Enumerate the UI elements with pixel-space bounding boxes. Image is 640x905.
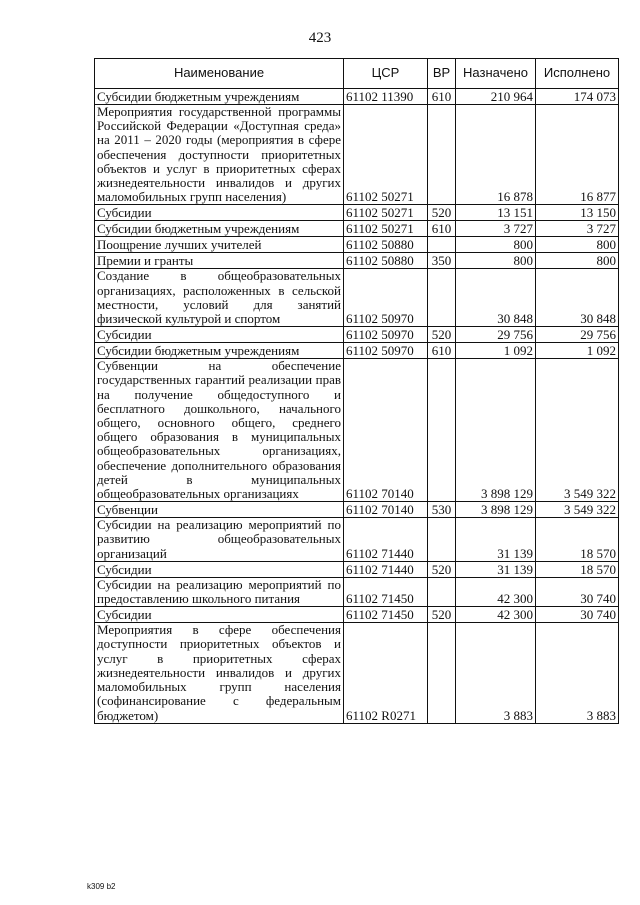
- row-vr: [428, 269, 456, 327]
- row-name: Субсидии бюджетным учреждениям: [95, 89, 344, 105]
- row-csr: 61102 70140: [344, 359, 428, 502]
- row-name: Поощрение лучших учителей: [95, 237, 344, 253]
- row-csr: 61102 50970: [344, 269, 428, 327]
- row-assigned: 800: [456, 237, 536, 253]
- row-vr: [428, 577, 456, 606]
- row-executed: 800: [536, 253, 619, 269]
- table-row: [95, 221, 619, 237]
- row-csr: 61102 71440: [344, 518, 428, 562]
- row-assigned: 29 756: [456, 327, 536, 343]
- header-name: Наименование: [95, 59, 344, 89]
- row-executed: 3 549 322: [536, 502, 619, 518]
- header-csr: ЦСР: [344, 59, 428, 89]
- row-name: Субсидии бюджетным учреждениям: [95, 343, 344, 359]
- row-executed: 30 848: [536, 269, 619, 327]
- row-assigned: 13 151: [456, 205, 536, 221]
- row-assigned: 31 139: [456, 561, 536, 577]
- table-row: [95, 561, 619, 577]
- row-assigned: 31 139: [456, 518, 536, 562]
- row-assigned: 42 300: [456, 607, 536, 623]
- row-name: Субвенции: [95, 502, 344, 518]
- table-row: [95, 343, 619, 359]
- row-executed: 30 740: [536, 577, 619, 606]
- row-name: Субсидии: [95, 327, 344, 343]
- row-name: Субсидии: [95, 205, 344, 221]
- row-name: Субвенции на обеспечение государственных гарантий реализации прав на получение общедоступного и бесплатного дошкольного, начального общего, основного общего, среднего общего образования в муниципальных общеобразовательных организациях, обеспечение дополнительного образования детей в муниципальных общеобразовательных организациях: [95, 359, 344, 502]
- row-assigned: 42 300: [456, 577, 536, 606]
- row-executed: 18 570: [536, 518, 619, 562]
- row-executed: 1 092: [536, 343, 619, 359]
- row-csr: 61102 71450: [344, 577, 428, 606]
- row-name: Субсидии на реализацию мероприятий по развитию общеобразовательных организаций: [95, 518, 344, 562]
- row-assigned: 1 092: [456, 343, 536, 359]
- row-vr: [428, 518, 456, 562]
- row-executed: 3 883: [536, 623, 619, 723]
- row-executed: 3 549 322: [536, 359, 619, 502]
- row-executed: 13 150: [536, 205, 619, 221]
- row-vr: 520: [428, 561, 456, 577]
- row-csr: 61102 50970: [344, 343, 428, 359]
- row-assigned: 3 883: [456, 623, 536, 723]
- row-executed: 29 756: [536, 327, 619, 343]
- table-row: [95, 205, 619, 221]
- row-executed: 16 877: [536, 105, 619, 205]
- table-row: [95, 327, 619, 343]
- row-vr: 530: [428, 502, 456, 518]
- row-name: Создание в общеобразовательных организациях, расположенных в сельской местности, условий для занятий физической культурой и спортом: [95, 269, 344, 327]
- table-row: [95, 359, 619, 502]
- row-assigned: 3 898 129: [456, 502, 536, 518]
- row-vr: 610: [428, 343, 456, 359]
- row-vr: 610: [428, 89, 456, 105]
- header-executed: Исполнено: [536, 59, 619, 89]
- row-csr: 61102 11390: [344, 89, 428, 105]
- page-number: 423: [308, 30, 332, 46]
- row-name: Мероприятия государственной программы Российской Федерации «Доступная среда» на 2011 – 2020 годы (мероприятия в сфере обеспечения доступности приоритетных объектов и услуг в приоритетных сферах жизнедеятельности инвалидов и других маломобильных групп населения): [95, 105, 344, 205]
- table-header-row: [95, 59, 619, 89]
- table-row: [95, 269, 619, 327]
- row-csr: 61102 50271: [344, 221, 428, 237]
- row-csr: 61102 50970: [344, 327, 428, 343]
- header-assigned: Назначено: [456, 59, 536, 89]
- row-vr: 520: [428, 327, 456, 343]
- row-assigned: 30 848: [456, 269, 536, 327]
- row-executed: 18 570: [536, 561, 619, 577]
- row-vr: 350: [428, 253, 456, 269]
- row-assigned: 800: [456, 253, 536, 269]
- row-csr: 61102 50880: [344, 253, 428, 269]
- row-name: Мероприятия в сфере обеспечения доступности приоритетных объектов и услуг в приоритетных сферах жизнедеятельности инвалидов и других маломобильных групп населения (софинансирование с федеральным бюджетом): [95, 623, 344, 723]
- row-vr: [428, 105, 456, 205]
- table-row: [95, 237, 619, 253]
- row-vr: [428, 359, 456, 502]
- row-assigned: 16 878: [456, 105, 536, 205]
- row-name: Субсидии: [95, 607, 344, 623]
- table-row: [95, 502, 619, 518]
- table-row: [95, 253, 619, 269]
- row-assigned: 3 727: [456, 221, 536, 237]
- table-row: [95, 518, 619, 562]
- footer-code: k309 b2: [87, 882, 116, 891]
- row-executed: 3 727: [536, 221, 619, 237]
- row-vr: 520: [428, 607, 456, 623]
- row-csr: 61102 70140: [344, 502, 428, 518]
- row-csr: 61102 50271: [344, 205, 428, 221]
- row-vr: [428, 623, 456, 723]
- row-vr: [428, 237, 456, 253]
- header-vr: ВР: [428, 59, 456, 89]
- row-name: Премии и гранты: [95, 253, 344, 269]
- row-csr: 61102 50880: [344, 237, 428, 253]
- budget-table: [94, 58, 619, 724]
- table-row: [95, 577, 619, 606]
- row-executed: 30 740: [536, 607, 619, 623]
- table-row: [95, 89, 619, 105]
- row-vr: 610: [428, 221, 456, 237]
- row-csr: 61102 R0271: [344, 623, 428, 723]
- row-csr: 61102 71450: [344, 607, 428, 623]
- row-vr: 520: [428, 205, 456, 221]
- row-assigned: 210 964: [456, 89, 536, 105]
- row-csr: 61102 71440: [344, 561, 428, 577]
- row-csr: 61102 50271: [344, 105, 428, 205]
- row-executed: 174 073: [536, 89, 619, 105]
- row-executed: 800: [536, 237, 619, 253]
- row-assigned: 3 898 129: [456, 359, 536, 502]
- table-row: [95, 105, 619, 205]
- row-name: Субсидии бюджетным учреждениям: [95, 221, 344, 237]
- row-name: Субсидии на реализацию мероприятий по предоставлению школьного питания: [95, 577, 344, 606]
- table-row: [95, 623, 619, 723]
- row-name: Субсидии: [95, 561, 344, 577]
- table-row: [95, 607, 619, 623]
